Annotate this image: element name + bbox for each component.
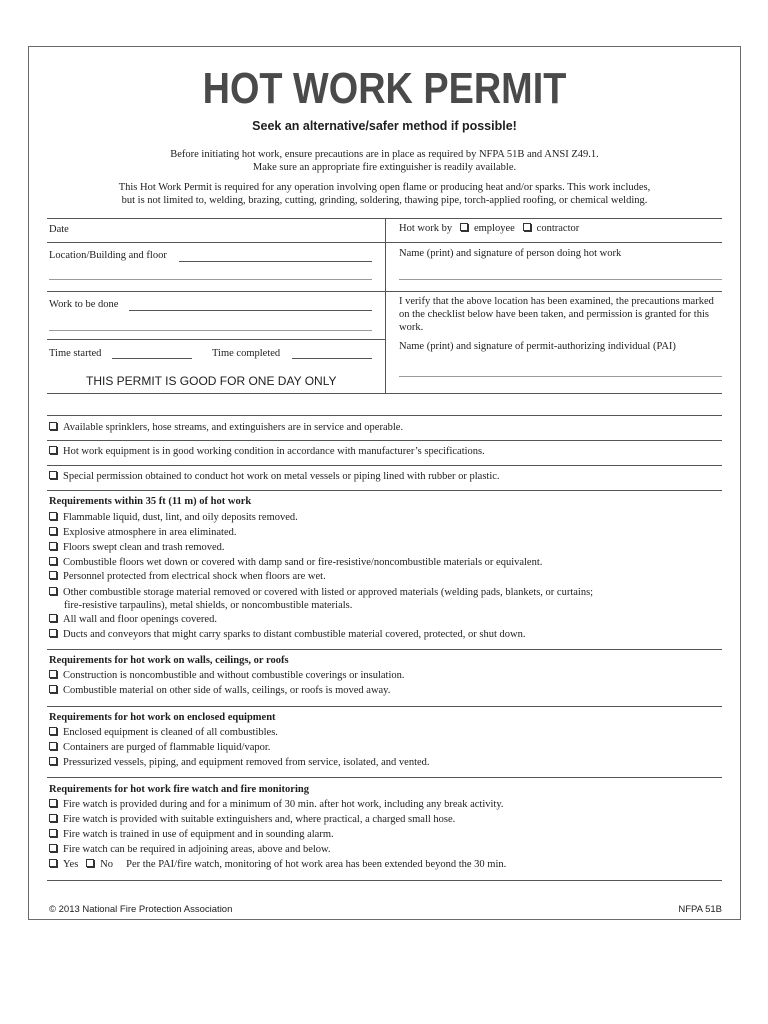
checklist-item-text: Flammable liquid, dust, lint, and oily deposits removed.	[63, 512, 298, 523]
checklist-item-text: Floors swept clean and trash removed.	[63, 542, 225, 553]
divider	[47, 393, 722, 394]
checklist-item-text: Containers are purged of flammable liquid/vapor.	[63, 742, 271, 753]
employee-label: employee	[473, 223, 515, 234]
hot-work-by	[399, 223, 579, 234]
extension-text: Per the PAI/fire watch, monitoring of hot work area has been extended beyond the 30 min.	[126, 859, 507, 870]
location-field-line2[interactable]	[49, 279, 372, 280]
checklist-item	[49, 757, 430, 768]
checklist-item-text: Construction is noncombustible and without combustible coverings or insulation.	[63, 670, 405, 681]
checklist-item	[49, 629, 525, 640]
work-label: Work to be done	[49, 299, 119, 310]
checklist-item	[49, 542, 225, 553]
column-divider	[385, 218, 386, 393]
checklist-item-text: Explosive atmosphere in area eliminated.	[63, 527, 237, 538]
section-heading: Requirements for hot work on walls, ceilings, or roofs	[49, 655, 289, 666]
divider	[47, 242, 722, 243]
checklist-item-text: Combustible material on other side of walls, ceilings, or roofs is moved away.	[63, 685, 391, 696]
intro-line: Make sure an appropriate fire extinguisher is readily available.	[252, 162, 517, 173]
contractor-label: contractor	[536, 223, 580, 234]
checklist-item	[49, 799, 504, 810]
yes-checkbox[interactable]	[49, 859, 57, 867]
checkbox[interactable]	[49, 542, 57, 550]
checkbox[interactable]	[49, 527, 57, 535]
checklist-item-text: Available sprinklers, hose streams, and extinguishers are in service and operable.	[63, 422, 404, 433]
standard-code: NFPA 51B	[678, 904, 722, 915]
one-day-notice: THIS PERMIT IS GOOD FOR ONE DAY ONLY	[86, 374, 337, 388]
location-label: Location/Building and floor	[49, 250, 167, 261]
checklist-item	[49, 527, 236, 538]
divider	[47, 440, 722, 441]
checklist-item-text: Hot work equipment is in good working condition in accordance with manufacturer’s specifications.	[63, 446, 485, 457]
checkbox[interactable]	[49, 742, 57, 750]
checklist-item	[49, 512, 298, 523]
contractor-checkbox[interactable]	[523, 223, 531, 231]
intro-line: Before initiating hot work, ensure precautions are in place as required by NFPA 51B and ANSI Z49.1.	[170, 149, 599, 160]
checklist-item-text: Fire watch is provided with suitable extinguishers and, where practical, a charged small hose.	[63, 814, 456, 825]
fire-watch-extension	[49, 859, 506, 870]
checkbox[interactable]	[49, 844, 57, 852]
checklist-item	[49, 571, 326, 582]
section-heading: Requirements for hot work fire watch and fire monitoring	[49, 784, 309, 795]
checklist-item	[49, 422, 403, 433]
copyright: © 2013 National Fire Protection Association	[49, 904, 233, 915]
checkbox[interactable]	[49, 587, 57, 595]
checklist-item-text: Pressurized vessels, piping, and equipment removed from service, isolated, and vented.	[63, 757, 430, 768]
permit-form	[28, 46, 741, 920]
divider	[47, 415, 722, 416]
work-field-line2[interactable]	[49, 330, 372, 331]
divider	[47, 777, 722, 778]
hot-work-by-label: Hot work by	[399, 223, 453, 234]
divider	[47, 339, 385, 340]
checklist-item-text: All wall and floor openings covered.	[63, 614, 217, 625]
checklist-item	[49, 557, 542, 568]
checklist-item-text: Fire watch is provided during and for a minimum of 30 min. after hot work, including any break activity.	[63, 799, 504, 810]
divider	[47, 880, 722, 881]
checkbox[interactable]	[49, 727, 57, 735]
checklist-item-text: Combustible floors wet down or covered with damp sand or fire-resistive/noncombustible materials or equivalent.	[63, 557, 543, 568]
checkbox[interactable]	[49, 799, 57, 807]
time-completed-field[interactable]	[292, 358, 372, 359]
section-heading: Requirements for hot work on enclosed equipment	[49, 712, 276, 723]
checklist-item	[49, 471, 500, 482]
checklist-item-text: Other combustible storage material removed or covered with listed or approved materials (welding pads, blankets, or curtains;	[63, 587, 594, 598]
date-label: Date	[49, 224, 69, 235]
checklist-item	[49, 814, 455, 825]
work-field[interactable]	[129, 310, 372, 311]
pai-signature-field[interactable]	[399, 376, 722, 377]
checkbox[interactable]	[49, 757, 57, 765]
checkbox[interactable]	[49, 629, 57, 637]
intro-line: but is not limited to, welding, brazing, cutting, grinding, soldering, thawing pipe, torch-applied roofing, or chemical welding.	[121, 195, 648, 206]
checklist-item	[49, 685, 390, 696]
checkbox[interactable]	[49, 446, 57, 454]
verification-statement: I verify that the above location has been examined, the precautions marked on the checklist below have been taken, and permission is granted for this work.	[399, 296, 714, 333]
checklist-item-text: Personnel protected from electrical shock when floors are wet.	[63, 571, 326, 582]
checklist-item	[49, 614, 217, 625]
checkbox[interactable]	[49, 814, 57, 822]
checklist-item	[49, 829, 334, 840]
checklist-item	[49, 727, 278, 738]
checklist-item	[49, 742, 270, 753]
page-title: HOT WORK PERMIT	[202, 64, 567, 113]
checkbox[interactable]	[49, 670, 57, 678]
subtitle: Seek an alternative/safer method if possible!	[252, 119, 517, 133]
checklist-item-text: Fire watch is trained in use of equipment and in sounding alarm.	[63, 829, 334, 840]
time-started-field[interactable]	[112, 358, 192, 359]
no-label: No	[100, 859, 113, 870]
checklist-item	[49, 844, 331, 855]
person-signature-field[interactable]	[399, 279, 722, 280]
checkbox[interactable]	[49, 571, 57, 579]
checklist-item	[49, 670, 405, 681]
time-started-label: Time started	[49, 348, 102, 359]
divider	[47, 291, 722, 292]
yes-label: Yes	[63, 859, 79, 870]
checkbox[interactable]	[49, 557, 57, 565]
divider	[47, 706, 722, 707]
pai-label: Name (print) and signature of permit-authorizing individual (PAI)	[399, 341, 676, 352]
checklist-item-text: Special permission obtained to conduct hot work on metal vessels or piping lined with rubber or plastic.	[63, 471, 500, 482]
employee-checkbox[interactable]	[460, 223, 468, 231]
checkbox[interactable]	[49, 471, 57, 479]
time-completed-label: Time completed	[212, 348, 281, 359]
intro-line: This Hot Work Permit is required for any operation involving open flame or producing heat and/or sparks. This work includes,	[118, 182, 651, 193]
checkbox[interactable]	[49, 422, 57, 430]
person-label: Name (print) and signature of person doing hot work	[399, 248, 622, 259]
divider	[47, 465, 722, 466]
checklist-item	[49, 587, 593, 598]
divider	[47, 490, 722, 491]
checklist-item-continued: fire-resistive tarpaulins), metal shields, or noncombustible materials.	[64, 600, 353, 611]
checklist-item	[49, 446, 485, 457]
checklist-item-text: Enclosed equipment is cleaned of all combustibles.	[63, 727, 278, 738]
checklist-item-text: Fire watch can be required in adjoining areas, above and below.	[63, 844, 331, 855]
divider	[47, 649, 722, 650]
section-heading: Requirements within 35 ft (11 m) of hot work	[49, 496, 252, 507]
checkbox[interactable]	[49, 614, 57, 622]
no-checkbox[interactable]	[86, 859, 94, 867]
location-field[interactable]	[179, 261, 372, 262]
checkbox[interactable]	[49, 685, 57, 693]
checklist-item-text: Ducts and conveyors that might carry sparks to distant combustible material covered, protected, or shut down.	[63, 629, 526, 640]
checkbox[interactable]	[49, 829, 57, 837]
checkbox[interactable]	[49, 512, 57, 520]
